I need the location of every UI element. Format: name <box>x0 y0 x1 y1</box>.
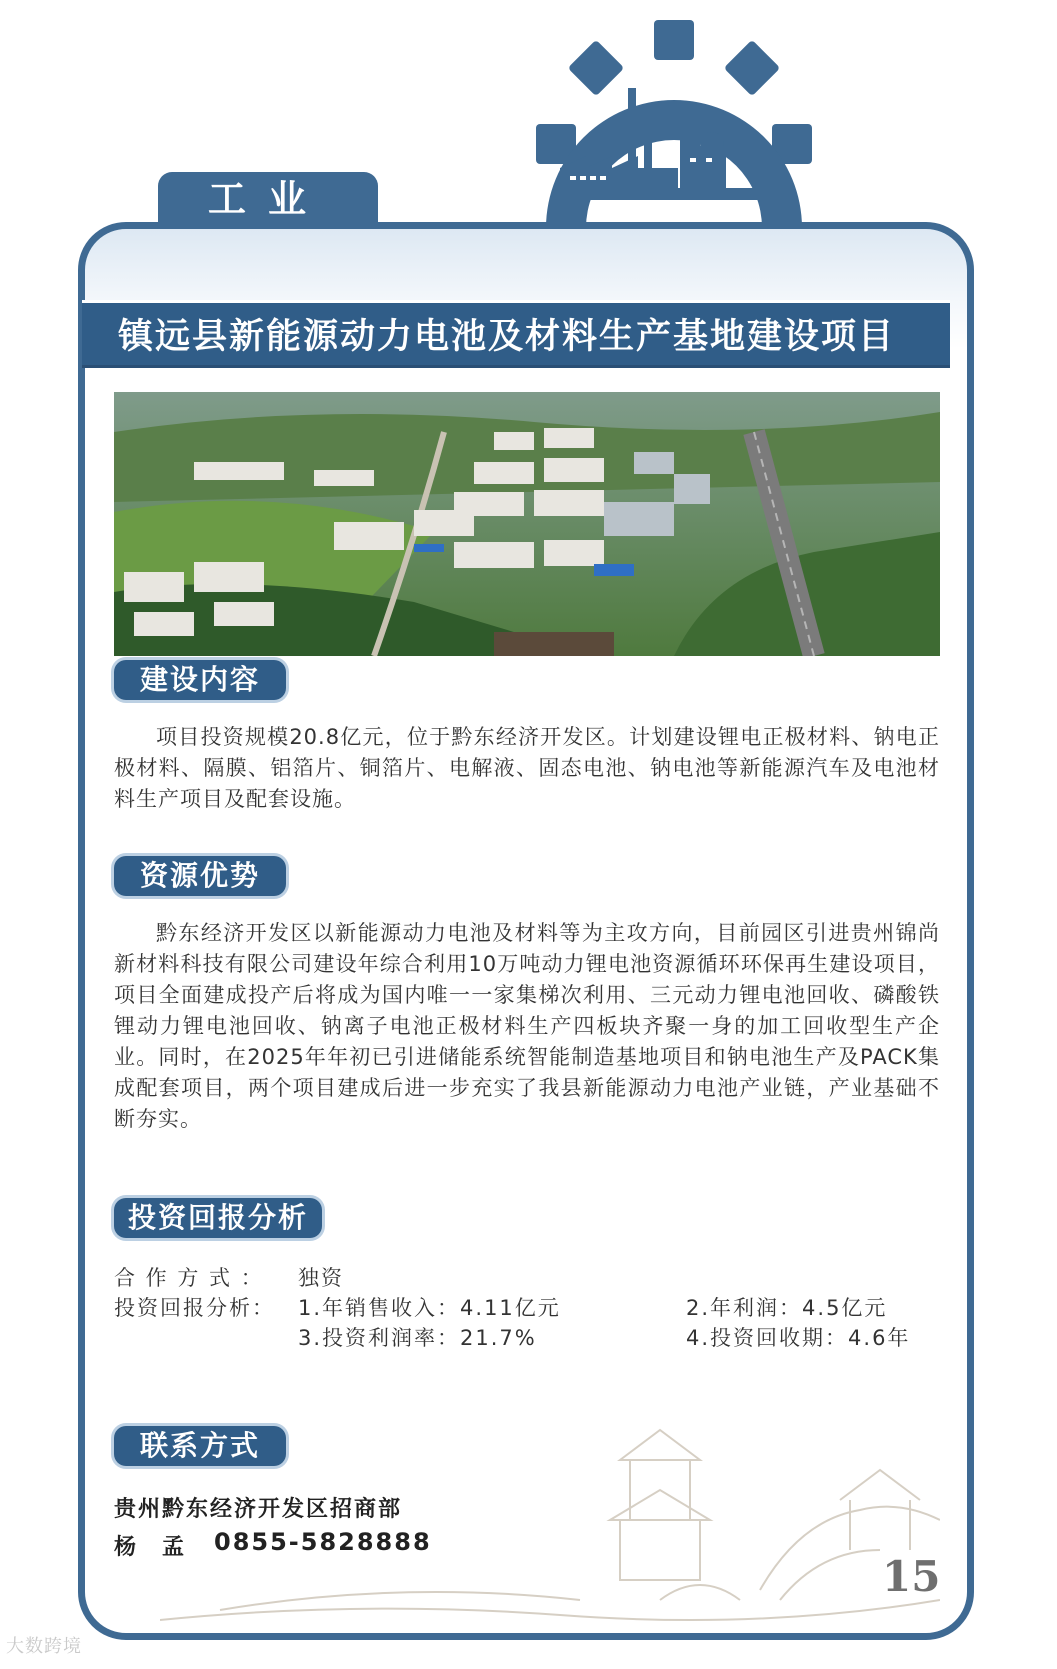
contact-person: 杨 孟 <box>114 1535 187 1560</box>
return-item-4: 4.投资回收期：4.6年 <box>686 1326 911 1350</box>
industrial-park-aerial-photo <box>114 392 940 656</box>
page-number: 15 <box>882 1552 941 1601</box>
construction-text: 项目投资规模20.8亿元，位于黔东经济开发区。计划建设锂电正极材料、钠电正极材料、隔膜、铝箔片、铜箔片、电解液、固态电池、钠电池等新能源汽车及电池材料生产项目及配套设施。 <box>114 725 940 811</box>
section-heading-construction: 建设内容 <box>114 660 286 700</box>
project-title: 镇远县新能源动力电池及材料生产基地建设项目 <box>82 300 950 368</box>
cooperation-label: 合 作 方 式 ： <box>114 1266 264 1290</box>
gear-factory-icon <box>516 18 832 228</box>
analysis-label: 投资回报分析： <box>114 1296 275 1320</box>
advantages-text: 黔东经济开发区以新能源动力电池及材料等为主攻方向，目前园区引进贵州锦尚新材料科技有限公司建设年综合利用10万吨动力锂电池资源循环环保再生建设项目，项目全面建成投产后将成为国内唯一一家集梯次利用、三元动力锂电池回收、磷酸铁锂动力锂电池回收、钠离子电池正极材料生产四板块齐聚一身的加工回收型生产企业。同时，在2025年年初已引进储能系统智能制造基地项目和钠电池生产及PACK集成配套项目，两个项目建成后进一步充实了我县新能源动力电池产业链，产业基础不断夯实。 <box>114 921 940 1131</box>
cooperation-value: 独资 <box>298 1266 344 1290</box>
section-heading-advantages: 资源优势 <box>114 856 286 896</box>
section-heading-contact: 联系方式 <box>114 1426 286 1466</box>
return-item-1: 1.年销售收入：4.11亿元 <box>298 1296 561 1320</box>
contact-phone: 0855-5828888 <box>214 1528 432 1556</box>
watermark: 大数跨境 <box>6 1636 82 1656</box>
category-tab: 工业 <box>158 172 378 224</box>
return-item-2: 2.年利润：4.5亿元 <box>686 1296 888 1320</box>
section-heading-returns: 投资回报分析 <box>114 1198 322 1238</box>
contact-org: 贵州黔东经济开发区招商部 <box>114 1497 403 1522</box>
return-item-3: 3.投资利润率：21.7% <box>298 1326 537 1350</box>
